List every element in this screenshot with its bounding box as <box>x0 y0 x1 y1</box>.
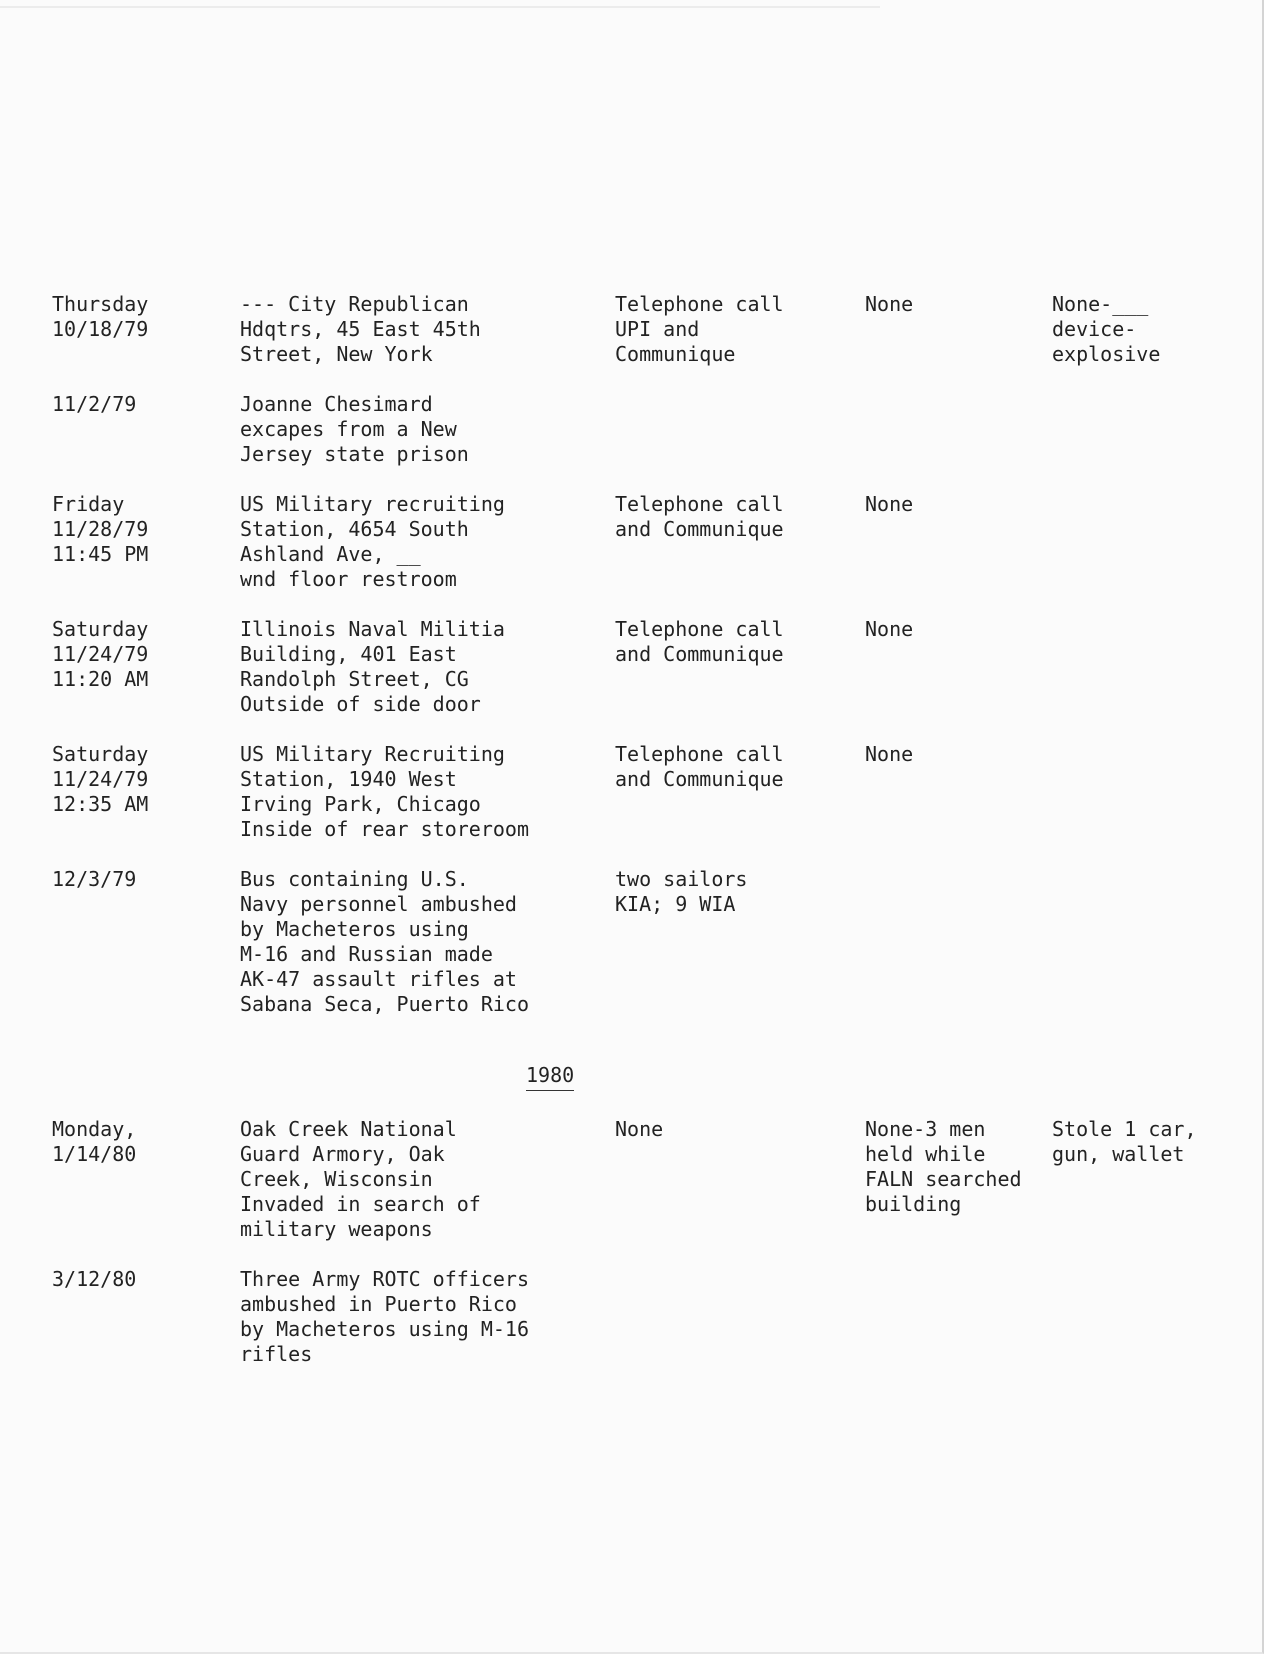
incident-target: US Military recruiting Station, 4654 South Ashland Ave, __ wnd floor restroom <box>240 492 505 591</box>
incident-target: Joanne Chesimard excapes from a New Jersey state prison <box>240 392 469 466</box>
incident-device: None-___ device- explosive <box>1052 292 1161 366</box>
incident-claim: two sailors KIA; 9 WIA <box>615 867 748 916</box>
incident-claim: Telephone call and Communique <box>615 617 784 666</box>
incident-injuries: None <box>865 617 914 641</box>
incident-target: Illinois Naval Militia Building, 401 East Randolph Street, CG Outside of side door <box>240 617 505 716</box>
incident-injuries: None-3 men held while FALN searched building <box>865 1117 1022 1216</box>
incident-claim: None <box>615 1117 664 1141</box>
incident-target: Bus containing U.S. Navy personnel ambushed by Macheteros using M-16 and Russian made AK-47 assault rifles at Sabana Seca, Puerto Rico <box>240 867 529 1016</box>
incident-target: --- City Republican Hdqtrs, 45 East 45th Street, New York <box>240 292 481 366</box>
incident-date: Friday 11/28/79 11:45 PM <box>52 492 149 566</box>
incident-injuries: None <box>865 742 914 766</box>
page-edge-shadow <box>0 6 880 8</box>
incident-claim: Telephone call UPI and Communique <box>615 292 784 366</box>
incident-date: Thursday 10/18/79 <box>52 292 149 341</box>
incident-injuries: None <box>865 292 914 316</box>
incident-date: 3/12/80 <box>52 1267 137 1291</box>
incident-date: 12/3/79 <box>52 867 137 891</box>
incident-claim: Telephone call and Communique <box>615 492 784 541</box>
incident-claim: Telephone call and Communique <box>615 742 784 791</box>
incident-target: US Military Recruiting Station, 1940 West Irving Park, Chicago Inside of rear storeroom <box>240 742 529 841</box>
year-heading: 1980 <box>526 1063 574 1091</box>
incident-date: Saturday 11/24/79 12:35 AM <box>52 742 149 816</box>
incident-date: Saturday 11/24/79 11:20 AM <box>52 617 149 691</box>
incident-target: Oak Creek National Guard Armory, Oak Creek, Wisconsin Invaded in search of military weapons <box>240 1117 481 1241</box>
incident-target: Three Army ROTC officers ambushed in Puerto Rico by Macheteros using M-16 rifles <box>240 1267 529 1366</box>
incident-injuries: None <box>865 492 914 516</box>
incident-device: Stole 1 car, gun, wallet <box>1052 1117 1197 1166</box>
incident-date: Monday, 1/14/80 <box>52 1117 137 1166</box>
incident-date: 11/2/79 <box>52 392 137 416</box>
